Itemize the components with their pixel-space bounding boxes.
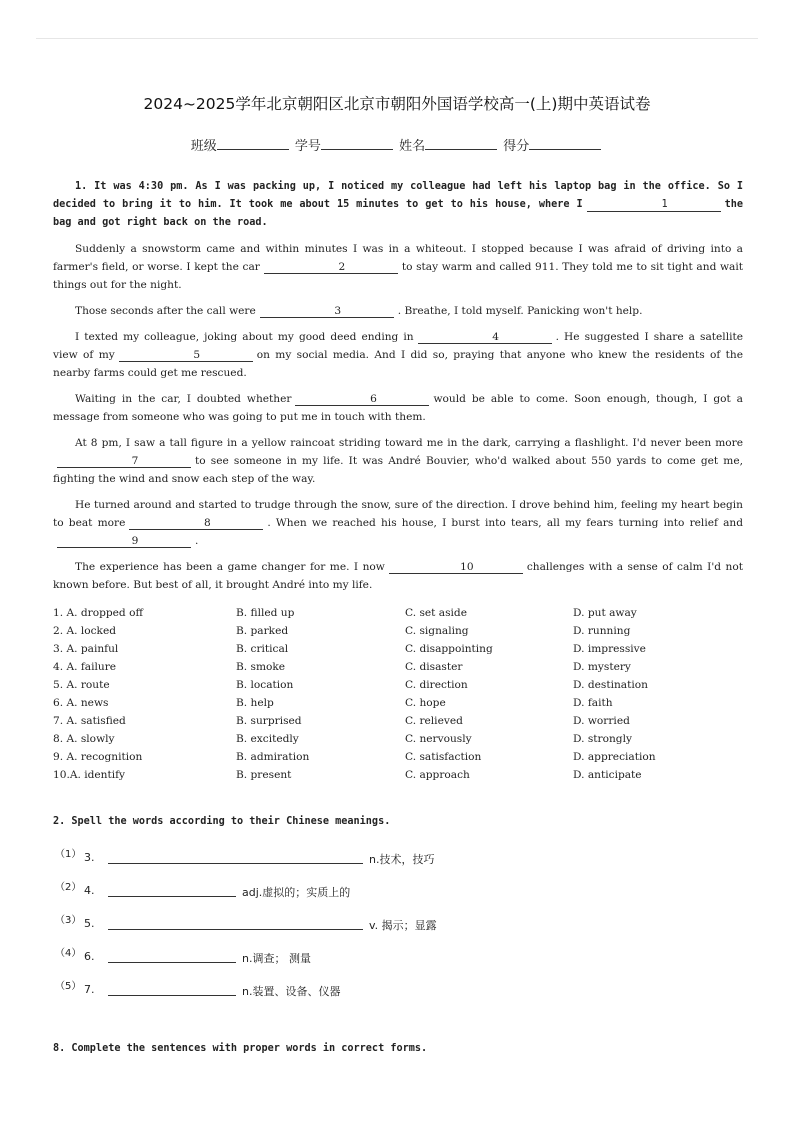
answer-blank[interactable]	[108, 896, 236, 897]
spell-item: （2） 4. adj.虚拟的；实质上的	[55, 882, 351, 899]
option-a[interactable]: 9. A. recognition	[53, 751, 143, 763]
option-d[interactable]: D. faith	[573, 697, 613, 709]
blank-3[interactable]: 3	[260, 305, 394, 318]
spell-item: （1） 3. n.技术，技巧	[55, 849, 435, 866]
option-c[interactable]: C. disappointing	[405, 643, 493, 655]
blank-7[interactable]: 7	[57, 455, 191, 468]
blank-8[interactable]: 8	[129, 517, 263, 530]
option-a[interactable]: 10.A. identify	[53, 769, 126, 781]
option-d[interactable]: D. strongly	[573, 733, 632, 745]
question-1-cloze	[53, 178, 743, 784]
option-b[interactable]: B. critical	[236, 643, 289, 655]
option-b[interactable]: B. filled up	[236, 607, 295, 619]
option-d[interactable]: D. anticipate	[573, 769, 642, 781]
option-row	[53, 622, 743, 640]
option-c[interactable]: C. satisfaction	[405, 751, 482, 763]
option-row	[53, 658, 743, 676]
spell-item: （3） 5. v. 揭示；显露	[55, 915, 437, 932]
option-row	[53, 712, 743, 730]
option-b[interactable]: B. present	[236, 769, 292, 781]
option-d[interactable]: D. appreciation	[573, 751, 656, 763]
passage-paragraph: Those seconds after the call were 3 . Breathe, I told myself. Panicking won't help.	[75, 305, 643, 317]
passage-paragraph: I texted my colleague, joking about my good deed ending in 4 . He suggested I share a satellite view of my 5 on my social media. And I did so, praying that anyone who knew the residents of the nearby farms could get me rescued.	[53, 331, 744, 379]
blank-5[interactable]: 5	[119, 349, 253, 362]
answer-blank[interactable]	[108, 995, 236, 996]
option-d[interactable]: D. mystery	[573, 661, 631, 673]
passage-paragraph: At 8 pm, I saw a tall figure in a yellow raincoat striding toward me in the dark, carrying a flashlight. I'd never been more7 to see someone in my life. It was André Bouvier, who'd walked about 550 yards to come get me, fighting the wind and snow each step of the way.	[53, 437, 743, 485]
blank-9[interactable]: 9	[57, 535, 191, 548]
option-row	[53, 694, 743, 712]
option-d[interactable]: D. running	[573, 625, 631, 637]
option-d[interactable]: D. put away	[573, 607, 637, 619]
blank-1[interactable]: 1	[587, 199, 721, 212]
blank-2[interactable]: 2	[264, 261, 398, 274]
option-a[interactable]: 1. A. dropped off	[53, 607, 143, 619]
passage-paragraph: He turned around and started to trudge through the snow, sure of the direction. I drove behind him, feeling my heart begin to beat more 8 . When we reached his house, I burst into tears, all my fears turning into relief and9 .	[53, 499, 743, 547]
option-d[interactable]: D. impressive	[573, 643, 646, 655]
page-title: 2024~2025学年北京朝阳区北京市朝阳外国语学校高一(上)期中英语试卷	[143, 95, 651, 113]
option-row	[53, 640, 743, 658]
answer-blank[interactable]	[108, 962, 236, 963]
option-b[interactable]: B. location	[236, 679, 294, 691]
option-a[interactable]: 2. A. locked	[53, 625, 117, 637]
option-b[interactable]: B. excitedly	[236, 733, 299, 745]
option-a[interactable]: 5. A. route	[53, 679, 110, 691]
score-field[interactable]: 得分	[503, 135, 603, 154]
option-c[interactable]: C. relieved	[405, 715, 463, 727]
spell-item: （4） 6. n.调查； 测量	[55, 948, 311, 965]
option-a[interactable]: 4. A. failure	[53, 661, 117, 673]
option-b[interactable]: B. parked	[236, 625, 289, 637]
section-2-heading: 2. Spell the words according to their Chinese meanings.	[53, 816, 391, 827]
option-c[interactable]: C. hope	[405, 697, 446, 709]
option-row	[53, 730, 743, 748]
option-c[interactable]: C. nervously	[405, 733, 472, 745]
option-b[interactable]: B. admiration	[236, 751, 310, 763]
option-c[interactable]: C. approach	[405, 769, 470, 781]
option-b[interactable]: B. smoke	[236, 661, 286, 673]
options-table	[53, 604, 743, 784]
option-row	[53, 748, 743, 766]
student-info-line	[0, 135, 794, 154]
option-b[interactable]: B. surprised	[236, 715, 302, 727]
name-field[interactable]: 姓名	[399, 135, 499, 154]
blank-6[interactable]: 6	[295, 393, 429, 406]
option-c[interactable]: C. set aside	[405, 607, 467, 619]
option-a[interactable]: 3. A. painful	[53, 643, 119, 655]
option-row	[53, 766, 743, 784]
option-c[interactable]: C. signaling	[405, 625, 469, 637]
option-a[interactable]: 6. A. news	[53, 697, 109, 709]
option-a[interactable]: 7. A. satisfied	[53, 715, 126, 727]
option-row	[53, 604, 743, 622]
header-divider	[36, 38, 758, 39]
passage-paragraph: 1. It was 4:30 pm. As I was packing up, I noticed my colleague had left his laptop bag in the office. So I decided to bring it to him. It took me about 15 minutes to get to his house, where I 1 the bag and got right back on the road.	[53, 181, 743, 228]
blank-10[interactable]: 10	[389, 561, 523, 574]
class-field[interactable]: 班级	[191, 135, 291, 154]
option-row	[53, 676, 743, 694]
blank-4[interactable]: 4	[418, 331, 552, 344]
option-b[interactable]: B. help	[236, 697, 274, 709]
option-a[interactable]: 8. A. slowly	[53, 733, 115, 745]
passage-paragraph: Waiting in the car, I doubted whether 6 would be able to come. Soon enough, though, I got a message from someone who was going to put me in touch with them.	[53, 393, 743, 423]
option-c[interactable]: C. disaster	[405, 661, 463, 673]
section-8-heading: 8. Complete the sentences with proper words in correct forms.	[53, 1043, 428, 1054]
passage-paragraph: Suddenly a snowstorm came and within minutes I was in a whiteout. I stopped because I was afraid of driving into a farmer's field, or worse. I kept the car 2 to stay warm and called 911. They told me to sit tight and wait things out for the night.	[53, 243, 743, 291]
option-d[interactable]: D. destination	[573, 679, 648, 691]
option-c[interactable]: C. direction	[405, 679, 468, 691]
student-number-field[interactable]: 学号	[295, 135, 395, 154]
spell-item: （5） 7. n.装置、设备、仪器	[55, 981, 341, 998]
passage-paragraph: The experience has been a game changer for me. I now 10 challenges with a sense of calm I'd not known before. But best of all, it brought André into my life.	[53, 561, 743, 591]
answer-blank[interactable]	[108, 863, 363, 864]
option-d[interactable]: D. worried	[573, 715, 630, 727]
answer-blank[interactable]	[108, 929, 363, 930]
